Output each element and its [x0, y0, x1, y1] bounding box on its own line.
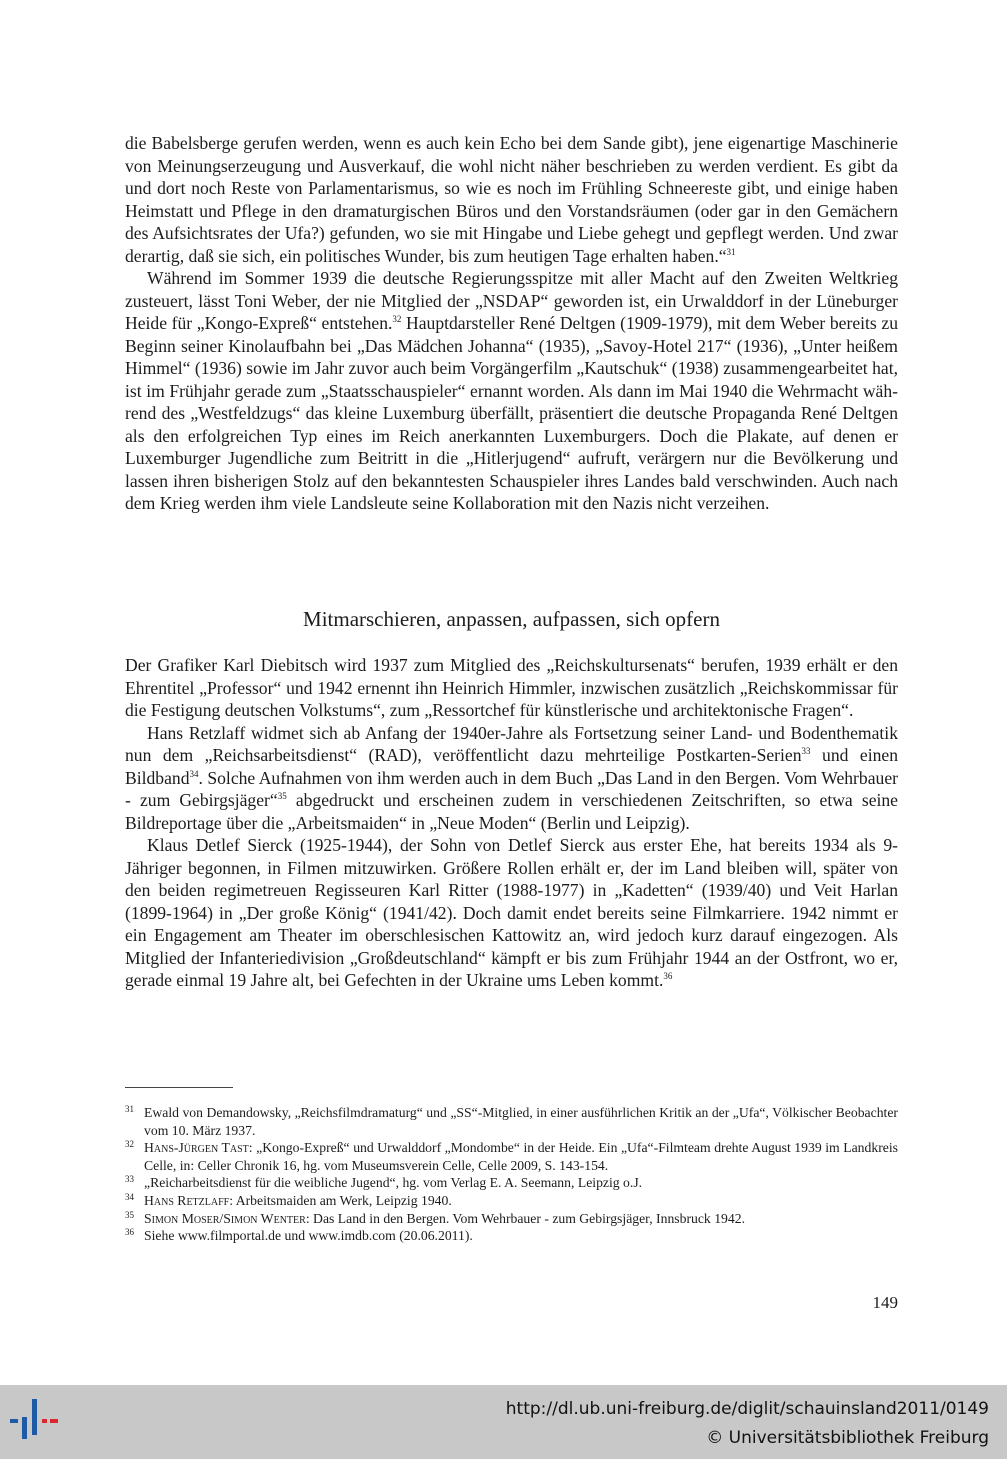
author-name: Hans-Jürgen Tast	[144, 1140, 249, 1156]
footnote: 33 „Reicharbeitsdienst für die weibliche Jugend“, hg. vom Verlag E. A. Seemann, Leipzig o.J.	[125, 1174, 643, 1191]
footnote: 36 Siehe www.filmportal.de und www.imdb.com (20.06.2011).	[125, 1227, 473, 1244]
footnote-ref[interactable]: 34	[189, 768, 199, 779]
footnote-ref[interactable]: 35	[277, 791, 287, 801]
author-name: Hans Retzlaff	[144, 1192, 230, 1208]
footnote-ref[interactable]: 33	[801, 746, 811, 756]
body-text-top	[125, 132, 898, 515]
author-name: Simon Moser/Simon Wenter	[144, 1210, 306, 1226]
footnote-divider	[125, 1087, 233, 1088]
paragraph: Hans Retzlaff widmet sich ab Anfang der 1940er-Jahre als Fortsetzung seiner Land- und Bodenthematik nun dem „Reichsarbeitsdienst“ (RAD), veröffentlicht dazu mehrteilige Postkarten-Serien$^{33}$ und einen Bildband$^{34}$. Solche Aufnahmen von ihm werden auch in dem Buch „Das Land in den Bergen. Vom Wehrbauer - zum Gebirgsjäger“$^{35}$ abgedruckt und erscheinen zudem in verschiedenen Zeitschriften, so etwa seine Bildreportage über die „Arbeitsmaiden“ in „Neue Moden“ (Berlin und Leipzig).	[125, 722, 898, 833]
footer-bar	[0, 1385, 1007, 1459]
body-text-bottom	[125, 654, 898, 992]
paragraph: die Babelsberge gerufen werden, wenn es auch kein Echo bei dem Sande gibt), jene eigenartige Maschinerie von Meinungserzeugung und Ausverkauf, die wohl nicht näher beschrieben zu werden verdient. Es gibt da und dort noch Reste von Parlamentarismus, so wie es noch im Frühling Schneereste gibt, und einige haben Heimstatt und Pflege in den dramaturgischen Büros und den Vorstandsräumen (oder gar in den Gemächern des Aufsichtsrates der Ufa?) gefunden, wo sie mit Hingabe und Liebe gehegt und gepflegt werden. Und zwar derartig, daß sie sich, ein politisches Wunder, bis zum heutigen Tage erhalten haben.“$^{31}$	[125, 133, 898, 266]
footnote: 35 Simon Moser/Simon Wenter: Das Land in den Bergen. Vom Wehrbauer - zum Gebirgsjäger, Innsbruck 1942.	[125, 1209, 745, 1226]
section-heading: Mitmarschieren, anpassen, aufpassen, sich opfern	[303, 607, 720, 631]
footnote: 34 Hans Retzlaff: Arbeitsmaiden am Werk, Leipzig 1940.	[125, 1191, 452, 1208]
footnote-ref[interactable]: 32	[392, 314, 402, 324]
document-url-link[interactable]: http://dl.ub.uni-freiburg.de/diglit/schauinsland2011/0149	[505, 1399, 989, 1419]
footnotes	[125, 1104, 898, 1245]
page-number: 149	[872, 1293, 898, 1312]
paragraph: Der Grafiker Karl Diebitsch wird 1937 zum Mitglied des „Reichskultursenats“ berufen, 1939 erhält er den Ehrentitel „Professor“ und 1942 ernennt ihn Heinrich Himmler, inzwischen zusätzlich „Reichskommissar für die Festigung deutschen Volkstums“, zum „Ressortchef für künstlerische und architektonische Fragen“.	[125, 655, 898, 720]
paragraph: Klaus Detlef Sierck (1925-1944), der Sohn von Detlef Sierck aus erster Ehe, hat bereits 1934 als 9-Jähriger begonnen, in Filmen mitzuwirken. Größere Rollen erhält er, der im Land bleiben will, später von den beiden regimetreuen Regisseuren Karl Ritter (1988-1977) in „Kadetten“ (1939/40) und Veit Harlan (1899-1964) in „Der große König“ (1941/42). Doch damit endet bereits seine Filmkarriere. 1942 nimmt er ein Engagement am Theater im oberschlesischen Kattowitz an, wird jedoch kurz darauf eingezogen. Als Mitglied der Infanteriedivision „Großdeutschland“ kämpft er bis zum Frühjahr 1944 an der Ostfront, wo er, gerade einmal 19 Jahre alt, bei Gefechten in der Ukraine ums Leben kommt.$^{36}$	[125, 835, 898, 990]
footnote: 32 Hans-Jürgen Tast: „Kongo-Expreß“ und Urwalddorf „Mondombe“ in der Heide. Ein „Ufa“-Filmteam drehte August 1939 im Landkreis Celle, in: Celler Chronik 16, hg. vom Museumsverein Celle, Celle 2009, S. 143-154.	[125, 1139, 898, 1173]
footnote-ref[interactable]: 31	[726, 246, 736, 257]
paragraph: Während im Sommer 1939 die deutsche Regierungsspitze mit aller Macht auf den Zweiten Weltkrieg zusteuert, lässt Toni Weber, der nie Mitglied der „NSDAP“ geworden ist, ein Urwalddorf in der Lüneburger Heide für „Kongo-Expreß“ entstehen.$^{32}$ Hauptdarsteller René Deltgen (1909-1979), mit dem Weber bereits zu Beginn seiner Kinolaufbahn bei „Das Mädchen Johanna“ (1935), „Savoy-Hotel 217“ (1936), „Unter heißem Himmel“ (1936) sowie im Jahr zuvor auch beim Vorgängerfilm „Kautschuk“ (1938) zusammengearbeitet hat, ist im Frühjahr gerade zum „Staatsschauspieler“ ernannt worden. Als dann im Mai 1940 die Wehrmacht während des „Westfeldzugs“ das kleine Luxemburg überfällt, präsentiert die deutsche Propaganda René Deltgen als den erfolgreichen Typ eines im Reich anerkannten Luxemburgers. Doch die Plakate, auf denen er Luxemburger Jugendliche zum Beitritt in die „Hitlerjugend“ aufruft, verärgern nur die Bevölkerung und lassen ihren bisherigen Stolz auf den bekanntesten Schauspieler ihres Landes bald verschwinden. Auch nach dem Krieg werden ihm viele Landsleute seine Kollaboration mit den Nazis nicht verzeihen.	[125, 268, 898, 513]
footnote: 31 Ewald von Demandowsky, „Reichsfilmdramaturg“ und „SS“-Mitglied, in einer ausführlichen Kritik an der „Ufa“, Völkischer Beobachter vom 10. März 1937.	[125, 1104, 898, 1138]
footnote-ref[interactable]: 36	[663, 971, 673, 981]
ub-freiburg-logo-icon	[10, 1399, 60, 1439]
copyright-notice: © Universitätsbibliothek Freiburg	[706, 1428, 989, 1448]
